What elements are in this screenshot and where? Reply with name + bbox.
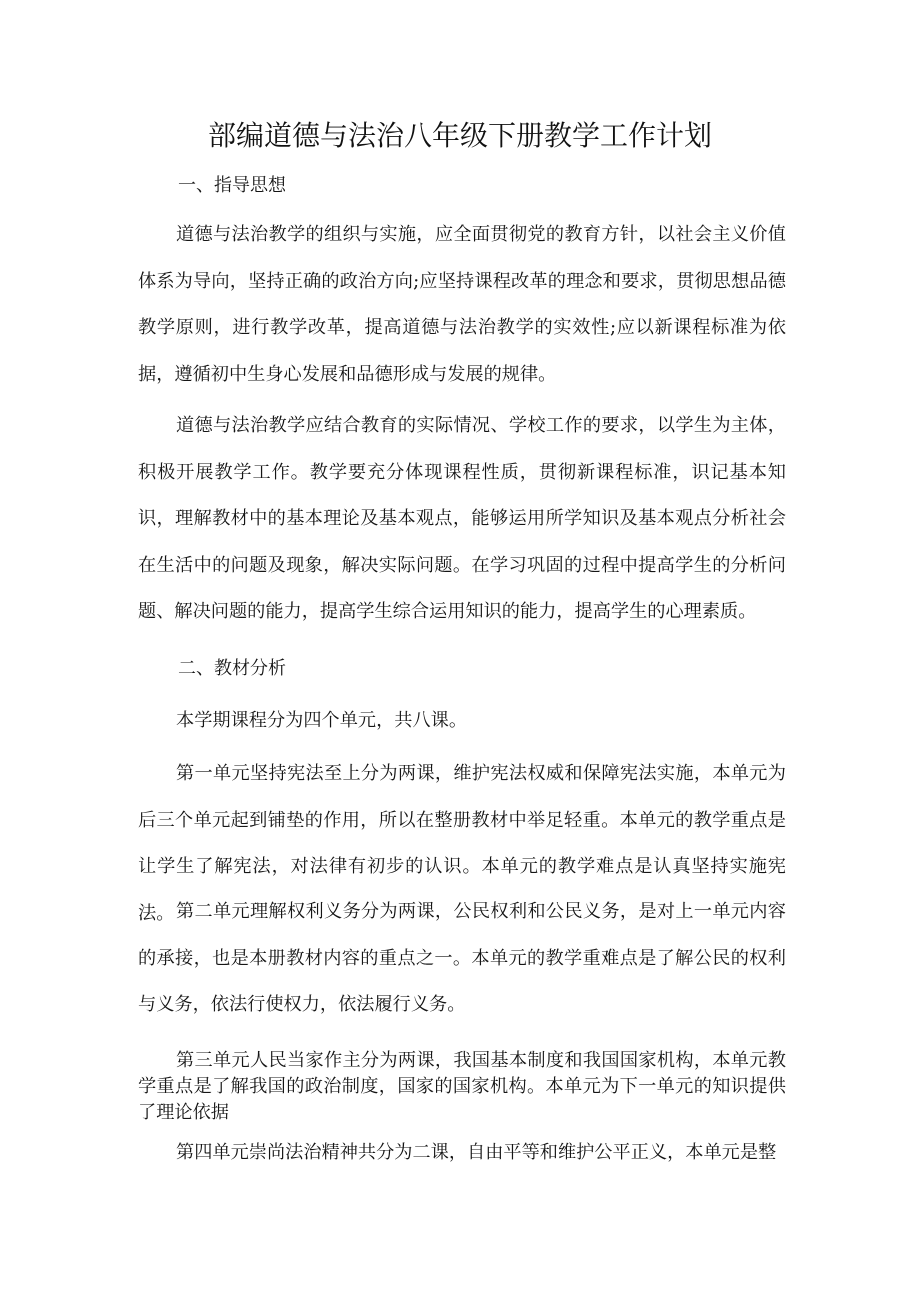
paragraph: 第二单元理解权利义务分为两课，公民权利和公民义务，是对上一单元内容的承接，也是本册教材内容的重点之一。本单元的教学重难点是了解公民的权利与义务，依法行使权力，依法履行义务。 [138, 901, 786, 1015]
paragraph: 道德与法治教学应结合教育的实际情况、学校工作的要求，以学生为主体，积极开展教学工作。教学要充分体现课程性质，贯彻新课程标准，识记基本知识，理解教材中的基本理论及基本观点，能够运用所学知识及基本观点分析社会在生活中的问题及现象，解决实际问题。在学习巩固的过程中提高学生的分析问题、解决问题的能力，提高学生综合运用知识的能力，提高学生的心理素质。 [138, 415, 786, 622]
document-title: 部编道德与法治八年级下册教学工作计划 [207, 119, 712, 152]
paragraph: 本学期课程分为四个单元，共八课。 [176, 710, 468, 731]
paragraph: 第一单元坚持宪法至上分为两课，维护宪法权威和保障宪法实施，本单元为后三个单元起到铺垫的作用，所以在整册教材中举足轻重。本单元的教学重点是让学生了解宪法，对法律有初步的认识。本单元的教学难点是认真坚持实施宪法。 [138, 763, 786, 924]
section-heading-guiding-ideology: 一、指导思想 [178, 175, 286, 196]
paragraph: 第四单元崇尚法治精神共分为二课，自由平等和维护公平正义，本单元是整 [176, 1142, 777, 1163]
section-heading-textbook-analysis: 二、教材分析 [178, 658, 286, 679]
paragraph: 道德与法治教学的组织与实施，应全面贯彻党的教育方针，以社会主义价值体系为导向，坚持正确的政治方向;应坚持课程改革的理念和要求，贯彻思想品德教学原则，进行教学改革，提高道德与法治教学的实效性;应以新课程标准为依据，遵循初中生身心发展和品德形成与发展的规律。 [138, 224, 786, 385]
paragraph: 第三单元人民当家作主分为两课，我国基本制度和我国国家机构，本单元教学重点是了解我国的政治制度，国家的国家机构。本单元为下一单元的知识提供了理论依据 [138, 1050, 786, 1123]
